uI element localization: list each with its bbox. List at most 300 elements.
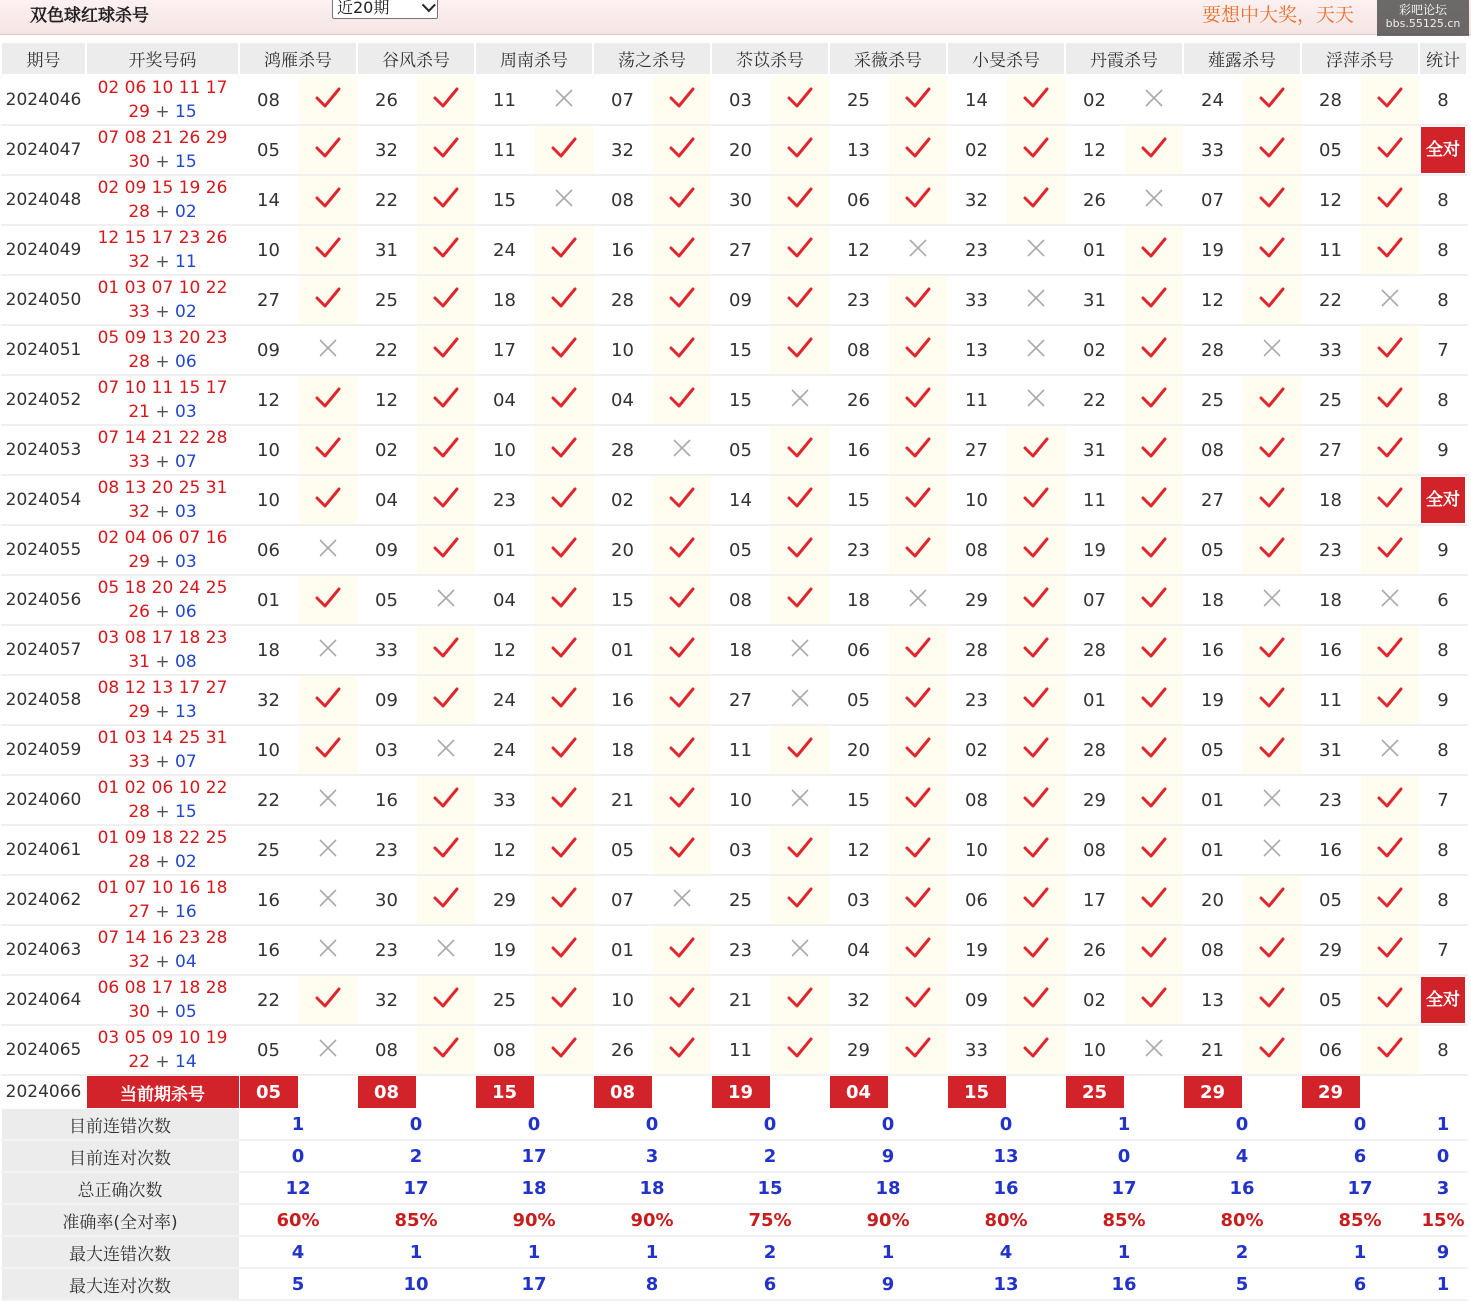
check-icon [1141, 637, 1167, 659]
result-cell [1242, 475, 1301, 525]
check-icon [1141, 787, 1167, 809]
result-cell [1360, 125, 1419, 175]
kill-number: 01 [239, 575, 298, 625]
check-icon [1141, 937, 1167, 959]
result-cell [652, 825, 711, 875]
result-cell [770, 875, 829, 925]
table-row [1, 575, 1467, 625]
kill-number: 08 [1065, 825, 1124, 875]
all-correct-badge: 全对 [1421, 127, 1465, 173]
issue-cell: 2024063 [1, 925, 86, 975]
result-cell [534, 575, 593, 625]
cross-icon [436, 938, 456, 958]
check-icon [787, 537, 813, 559]
result-cell [1124, 925, 1183, 975]
table-row [1, 475, 1467, 525]
stats-value: 5 [239, 1268, 357, 1300]
current-kill-number: 25 [1065, 1075, 1124, 1109]
cross-icon [436, 738, 456, 758]
check-icon [1023, 787, 1049, 809]
cross-icon [318, 538, 338, 558]
result-cell [1124, 625, 1183, 675]
kill-number: 16 [829, 425, 888, 475]
issue-cell: 2024053 [1, 425, 86, 475]
table-row [1, 425, 1467, 475]
check-icon [1023, 137, 1049, 159]
kill-number: 05 [239, 1025, 298, 1075]
table-row [1, 325, 1467, 375]
result-cell [1124, 325, 1183, 375]
period-select[interactable] [332, 0, 438, 19]
result-cell [770, 225, 829, 275]
result-cell [298, 275, 357, 325]
result-cell [888, 75, 947, 125]
table-row [1, 675, 1467, 725]
kill-number: 23 [711, 925, 770, 975]
result-cell [298, 125, 357, 175]
result-cell [1360, 475, 1419, 525]
stats-value: 9 [829, 1140, 947, 1172]
kill-number: 20 [829, 725, 888, 775]
current-kill-number: 04 [829, 1075, 888, 1109]
empty-cell [1360, 1075, 1419, 1109]
check-icon [315, 387, 341, 409]
result-cell [416, 975, 475, 1025]
result-cell [1242, 775, 1301, 825]
check-icon [905, 537, 931, 559]
stats-total: 0 [1419, 1140, 1467, 1172]
red-ball: 33 [128, 752, 150, 772]
check-icon [669, 937, 695, 959]
red-balls: 01 03 07 10 22 [97, 278, 228, 298]
cross-icon [554, 188, 574, 208]
header-stat: 统计 [1419, 42, 1467, 75]
red-ball: 33 [128, 452, 150, 472]
cross-icon [554, 88, 574, 108]
kill-number: 19 [1183, 675, 1242, 725]
check-icon [1377, 837, 1403, 859]
check-icon [315, 137, 341, 159]
draw-numbers [86, 125, 239, 175]
table-row [1, 225, 1467, 275]
check-icon [1259, 887, 1285, 909]
kill-number: 01 [1065, 675, 1124, 725]
stats-value: 17 [357, 1172, 475, 1204]
kill-number: 19 [475, 925, 534, 975]
check-icon [669, 387, 695, 409]
table-row [1, 275, 1467, 325]
result-cell [1242, 625, 1301, 675]
cross-icon [672, 888, 692, 908]
issue-cell: 2024051 [1, 325, 86, 375]
red-balls-line2 [87, 650, 239, 674]
kill-number: 12 [475, 825, 534, 875]
kill-number: 22 [239, 775, 298, 825]
kill-number: 25 [475, 975, 534, 1025]
kill-number: 18 [1183, 575, 1242, 625]
stats-row [1, 1236, 1467, 1268]
check-icon [433, 487, 459, 509]
result-cell [770, 525, 829, 575]
result-cell [1124, 775, 1183, 825]
stats-value: 2 [357, 1140, 475, 1172]
stats-value: 0 [357, 1109, 475, 1141]
result-cell [416, 525, 475, 575]
header-expert: 鸿雁杀号 [239, 42, 357, 75]
kill-number: 11 [1301, 675, 1360, 725]
kill-number: 28 [1301, 75, 1360, 125]
result-cell [534, 225, 593, 275]
kill-number: 06 [947, 875, 1006, 925]
kill-number: 28 [1183, 325, 1242, 375]
result-cell [416, 125, 475, 175]
stats-value: 1 [475, 1236, 593, 1268]
check-icon [669, 637, 695, 659]
result-cell [888, 325, 947, 375]
kill-number-table [0, 41, 1468, 1301]
stats-value: 4 [1183, 1140, 1301, 1172]
plus-sign: + [155, 602, 170, 622]
result-cell [770, 325, 829, 375]
stats-value: 6 [711, 1268, 829, 1300]
kill-number: 22 [357, 175, 416, 225]
check-icon [669, 137, 695, 159]
result-cell [888, 175, 947, 225]
result-cell [770, 75, 829, 125]
result-cell [1124, 425, 1183, 475]
stats-value: 60% [239, 1204, 357, 1236]
result-cell [1006, 325, 1065, 375]
red-balls-line2 [87, 700, 239, 724]
result-cell [416, 225, 475, 275]
result-cell [298, 1025, 357, 1075]
result-cell [416, 75, 475, 125]
kill-number: 29 [829, 1025, 888, 1075]
draw-numbers [86, 525, 239, 575]
kill-number: 24 [475, 225, 534, 275]
plus-sign: + [155, 802, 170, 822]
kill-number: 07 [593, 875, 652, 925]
result-cell [1124, 575, 1183, 625]
kill-number: 10 [947, 475, 1006, 525]
cross-icon [1380, 738, 1400, 758]
result-cell [298, 875, 357, 925]
current-kill-label: 当前期杀号 [86, 1075, 239, 1109]
result-cell [1124, 125, 1183, 175]
red-ball: 32 [128, 952, 150, 972]
stat-cell: 8 [1419, 375, 1467, 425]
check-icon [669, 787, 695, 809]
stats-value: 18 [829, 1172, 947, 1204]
check-icon [787, 1037, 813, 1059]
result-cell [652, 1025, 711, 1075]
check-icon [1023, 887, 1049, 909]
result-cell [652, 475, 711, 525]
result-cell [534, 175, 593, 225]
table-row [1, 125, 1467, 175]
stats-value: 1 [1301, 1236, 1419, 1268]
kill-number: 16 [1301, 825, 1360, 875]
cross-icon [318, 888, 338, 908]
all-correct-badge: 全对 [1421, 977, 1465, 1023]
kill-number: 05 [1183, 525, 1242, 575]
result-cell [1124, 525, 1183, 575]
kill-number: 30 [357, 875, 416, 925]
kill-number: 02 [1065, 75, 1124, 125]
result-cell [888, 825, 947, 875]
cross-icon [1026, 238, 1046, 258]
watermark-url: bbs.55125.cn [1385, 17, 1461, 30]
check-icon [1141, 887, 1167, 909]
result-cell [534, 725, 593, 775]
check-icon [551, 687, 577, 709]
kill-number: 12 [239, 375, 298, 425]
kill-number: 01 [1065, 225, 1124, 275]
check-icon [433, 987, 459, 1009]
red-balls: 01 09 18 22 25 [97, 828, 228, 848]
result-cell [1360, 375, 1419, 425]
check-icon [905, 887, 931, 909]
check-icon [1377, 337, 1403, 359]
empty-cell [416, 1075, 475, 1109]
stat-cell: 6 [1419, 575, 1467, 625]
result-cell [888, 275, 947, 325]
result-cell [652, 975, 711, 1025]
kill-number: 32 [829, 975, 888, 1025]
result-cell [298, 225, 357, 275]
check-icon [315, 987, 341, 1009]
blue-ball: 11 [175, 252, 197, 272]
kill-number: 25 [357, 275, 416, 325]
empty-cell [652, 1075, 711, 1109]
kill-number: 10 [475, 425, 534, 475]
check-icon [1023, 87, 1049, 109]
current-period-row [1, 1075, 1467, 1109]
check-icon [433, 1037, 459, 1059]
check-icon [315, 737, 341, 759]
result-cell [534, 875, 593, 925]
red-ball: 26 [128, 602, 150, 622]
result-cell [1242, 875, 1301, 925]
kill-number: 12 [1065, 125, 1124, 175]
result-cell [1360, 175, 1419, 225]
red-ball: 30 [128, 1002, 150, 1022]
table-row [1, 375, 1467, 425]
result-cell [1242, 175, 1301, 225]
result-cell [1360, 1025, 1419, 1075]
check-icon [551, 837, 577, 859]
kill-number: 05 [239, 125, 298, 175]
kill-number: 19 [1183, 225, 1242, 275]
draw-numbers [86, 325, 239, 375]
current-kill-number: 15 [947, 1075, 1006, 1109]
empty-cell [888, 1075, 947, 1109]
check-icon [1377, 237, 1403, 259]
kill-number: 33 [947, 1025, 1006, 1075]
cross-icon [908, 588, 928, 608]
empty-cell [1242, 1075, 1301, 1109]
check-icon [1259, 387, 1285, 409]
stats-value: 17 [475, 1140, 593, 1172]
check-icon [551, 887, 577, 909]
result-cell [534, 125, 593, 175]
check-icon [433, 437, 459, 459]
result-cell [416, 1025, 475, 1075]
result-cell [1006, 75, 1065, 125]
check-icon [669, 337, 695, 359]
stats-label: 目前连错次数 [1, 1109, 239, 1141]
plus-sign: + [155, 352, 170, 372]
issue-cell: 2024056 [1, 575, 86, 625]
issue-cell: 2024046 [1, 75, 86, 125]
check-icon [433, 387, 459, 409]
result-cell [1006, 475, 1065, 525]
kill-number: 27 [1301, 425, 1360, 475]
result-cell [298, 375, 357, 425]
table-row [1, 775, 1467, 825]
kill-number: 11 [1065, 475, 1124, 525]
result-cell [298, 425, 357, 475]
result-cell [888, 375, 947, 425]
kill-number: 23 [829, 525, 888, 575]
result-cell [1006, 725, 1065, 775]
check-icon [551, 437, 577, 459]
result-cell [888, 425, 947, 475]
result-cell [652, 625, 711, 675]
result-cell [770, 925, 829, 975]
result-cell [770, 275, 829, 325]
stat-cell: 7 [1419, 325, 1467, 375]
check-icon [433, 537, 459, 559]
result-cell [1360, 625, 1419, 675]
check-icon [1259, 687, 1285, 709]
red-balls-line2 [87, 350, 239, 374]
stat-cell: 8 [1419, 725, 1467, 775]
red-balls-line2 [87, 950, 239, 974]
blue-ball: 13 [175, 702, 197, 722]
marquee-text: 要想中大奖，天天 [1202, 4, 1355, 26]
header-expert: 苶苡杀号 [711, 42, 829, 75]
blue-ball: 15 [175, 102, 197, 122]
red-balls-line2 [87, 300, 239, 324]
check-icon [905, 787, 931, 809]
table-row [1, 975, 1467, 1025]
cross-icon [318, 838, 338, 858]
plus-sign: + [155, 552, 170, 572]
result-cell [1006, 625, 1065, 675]
kill-number: 03 [357, 725, 416, 775]
check-icon [315, 237, 341, 259]
check-icon [1259, 737, 1285, 759]
check-icon [1141, 487, 1167, 509]
result-cell [1006, 675, 1065, 725]
kill-number: 27 [947, 425, 1006, 475]
result-cell [652, 875, 711, 925]
kill-number: 16 [357, 775, 416, 825]
blue-ball: 03 [175, 402, 197, 422]
result-cell [652, 125, 711, 175]
draw-numbers [86, 975, 239, 1025]
check-icon [669, 187, 695, 209]
result-cell [652, 175, 711, 225]
red-balls: 03 05 09 10 19 [97, 1028, 228, 1048]
kill-number: 04 [475, 575, 534, 625]
stats-value: 0 [239, 1140, 357, 1172]
stat-cell: 9 [1419, 425, 1467, 475]
kill-number: 02 [1065, 325, 1124, 375]
check-icon [669, 487, 695, 509]
draw-numbers [86, 425, 239, 475]
kill-number: 09 [947, 975, 1006, 1025]
result-cell [1242, 675, 1301, 725]
kill-number: 29 [947, 575, 1006, 625]
issue-cell: 2024049 [1, 225, 86, 275]
kill-number: 17 [1065, 875, 1124, 925]
check-icon [1141, 837, 1167, 859]
red-balls-line2 [87, 1050, 239, 1074]
stats-value: 0 [711, 1109, 829, 1141]
kill-number: 06 [829, 175, 888, 225]
kill-number: 01 [1183, 825, 1242, 875]
current-kill-number: 08 [593, 1075, 652, 1109]
result-cell [416, 825, 475, 875]
kill-number: 23 [947, 225, 1006, 275]
kill-number: 28 [593, 275, 652, 325]
result-cell [416, 875, 475, 925]
plus-sign: + [155, 752, 170, 772]
plus-sign: + [155, 902, 170, 922]
stat-cell: 8 [1419, 875, 1467, 925]
issue-cell: 2024050 [1, 275, 86, 325]
plus-sign: + [155, 302, 170, 322]
stats-value: 10 [357, 1268, 475, 1300]
check-icon [315, 187, 341, 209]
header-expert: 周南杀号 [475, 42, 593, 75]
cross-icon [1262, 788, 1282, 808]
blue-ball: 06 [175, 352, 197, 372]
result-cell [770, 125, 829, 175]
kill-number: 19 [947, 925, 1006, 975]
kill-number: 25 [1183, 375, 1242, 425]
kill-number: 23 [829, 275, 888, 325]
result-cell [1242, 75, 1301, 125]
check-icon [1259, 1037, 1285, 1059]
check-icon [1023, 987, 1049, 1009]
kill-number: 01 [593, 925, 652, 975]
check-icon [669, 587, 695, 609]
kill-number: 23 [1301, 525, 1360, 575]
result-cell [534, 1025, 593, 1075]
result-cell [1124, 225, 1183, 275]
result-cell [534, 975, 593, 1025]
draw-numbers [86, 875, 239, 925]
red-balls-line2 [87, 150, 239, 174]
draw-numbers [86, 275, 239, 325]
plus-sign: + [155, 102, 170, 122]
stats-label: 目前连对次数 [1, 1140, 239, 1172]
result-cell [416, 675, 475, 725]
kill-number: 23 [357, 925, 416, 975]
kill-number: 06 [239, 525, 298, 575]
result-cell [770, 975, 829, 1025]
plus-sign: + [155, 852, 170, 872]
result-cell [416, 375, 475, 425]
stats-value: 90% [829, 1204, 947, 1236]
check-icon [669, 1037, 695, 1059]
kill-number: 04 [593, 375, 652, 425]
result-cell [534, 275, 593, 325]
kill-number: 10 [239, 475, 298, 525]
